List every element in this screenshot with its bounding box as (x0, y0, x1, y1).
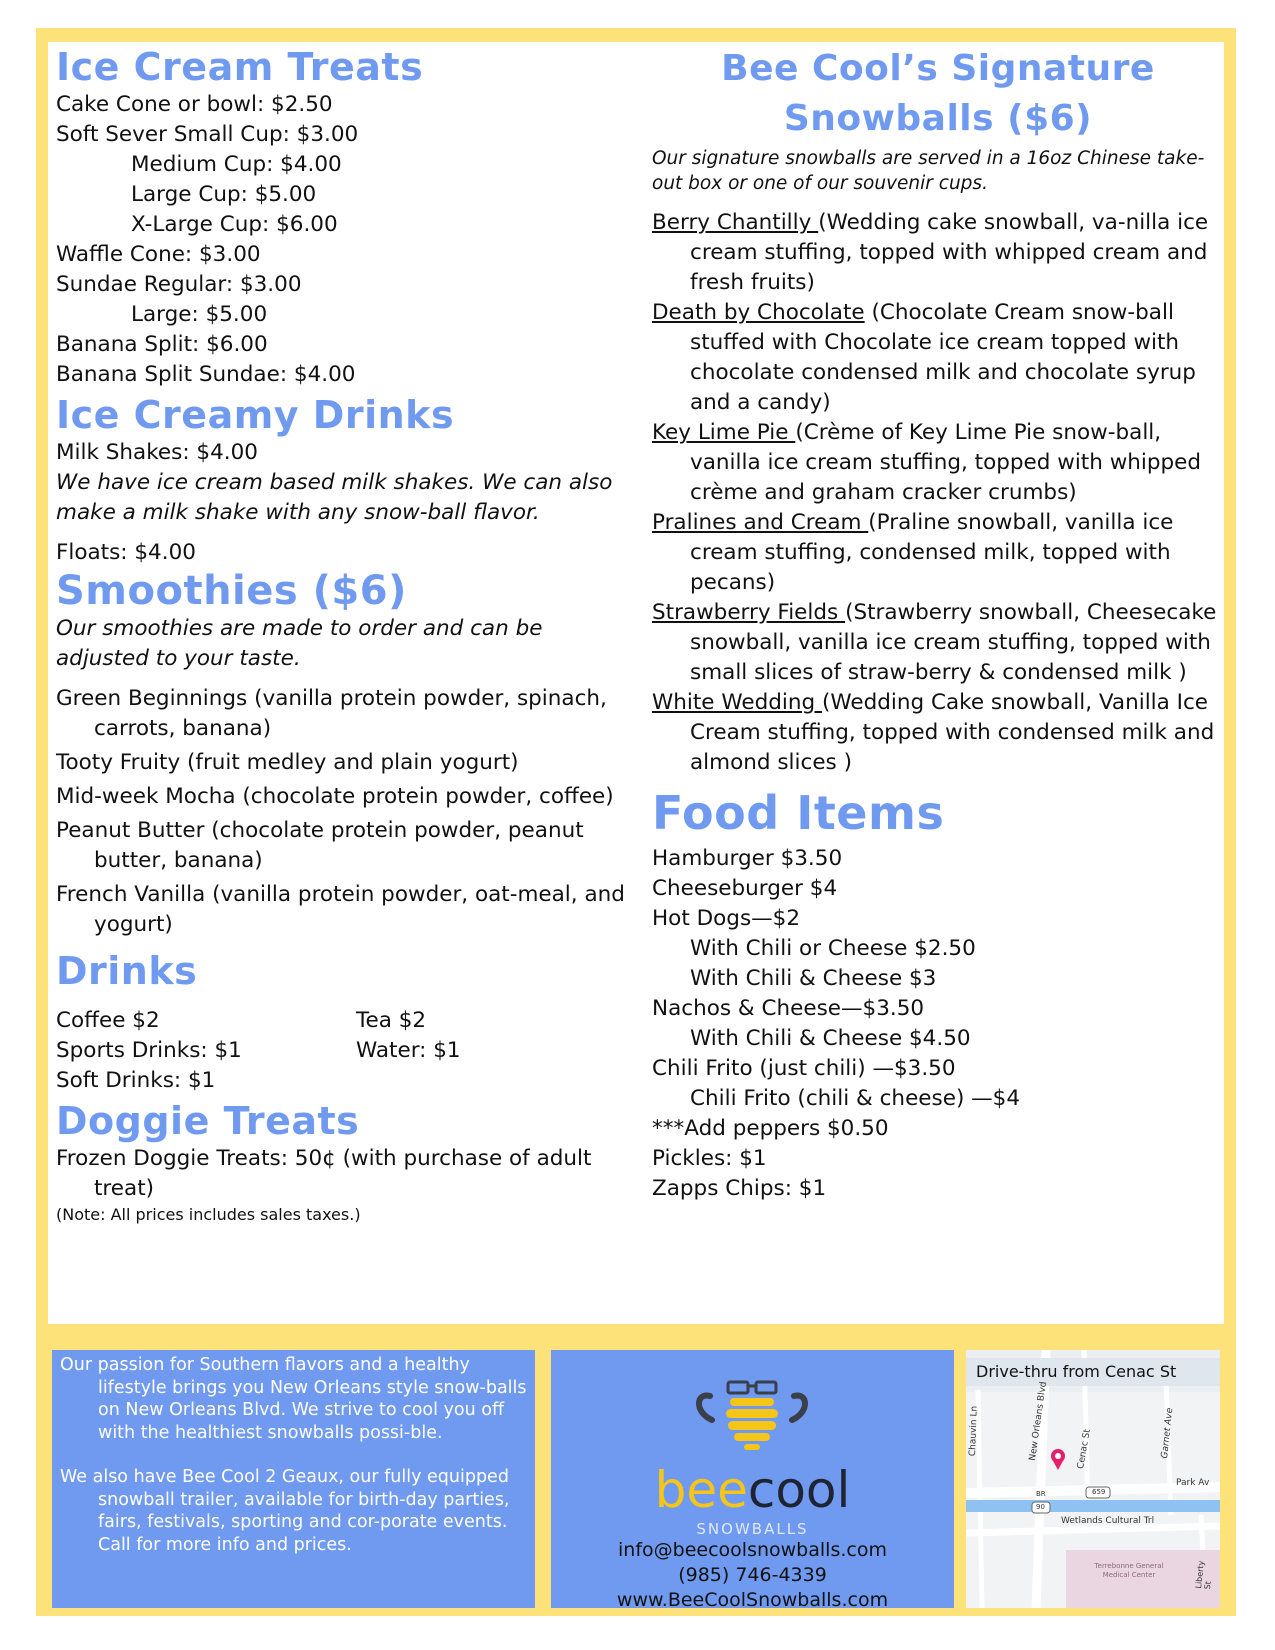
signature-item-desc: (Chocolate Cream snow-ball stuffed with Chocolate ice cream topped with chocolate condensed milk and chocolate syrup and a candy) (690, 300, 1196, 415)
map-route-label: 90 (1036, 1503, 1045, 1511)
signature-item-name: Key Lime Pie (652, 420, 796, 445)
map-street-label: Cenac St (1076, 1428, 1093, 1470)
menu-item: Banana Split: $6.00 (56, 332, 268, 357)
about-paragraph: We also have Bee Cool 2 Geaux, our fully equipped snowball trailer, available for birth-day parties, fairs, festivals, sporting and cor-porate events. Call for more info and prices. (60, 1467, 510, 1555)
left-column (56, 44, 626, 1226)
signature-item-desc: (Wedding cake snowball, va-nilla ice cream stuffing, topped with whipped cream and fresh fruits) (690, 210, 1209, 295)
signature-intro: Our signature snowballs are served in a 16oz Chinese take-out box or one of our souvenir cups. (652, 148, 1205, 194)
signature-list (652, 208, 1224, 778)
drinks-grid (56, 1006, 626, 1096)
signature-item (652, 688, 1230, 778)
map-route-label: 659 (1092, 1488, 1106, 1496)
signature-item (652, 298, 1230, 418)
menu-item: X-Large Cup: $6.00 (131, 212, 338, 237)
tax-note: (Note: All prices includes sales taxes.) (56, 1205, 361, 1224)
menu-item: With Chili & Cheese $4.50 (690, 1026, 971, 1051)
milkshake-note: We have ice cream based milk shakes. We can also make a milk shake with any snow-ball flavor. (56, 470, 613, 525)
signature-item-desc: (Praline snowball, vanilla ice cream stuffing, condensed milk, topped with pecans) (690, 510, 1174, 595)
section-title-signature-2: Snowballs ($6) (783, 98, 1093, 139)
signature-item (652, 418, 1230, 508)
menu-item: Large Cup: $5.00 (131, 182, 317, 207)
menu-item: Chili Frito (chili & cheese) —$4 (690, 1086, 1021, 1111)
section-title-food: Food Items (652, 786, 945, 840)
contact-phone[interactable]: (985) 746-4339 (678, 1564, 827, 1586)
menu-item: Green Beginnings (vanilla protein powder, spinach, carrots, banana) (56, 686, 607, 741)
section-title-doggie: Doggie Treats (56, 1099, 360, 1143)
menu-item: Sundae Regular: $3.00 (56, 272, 302, 297)
smoothies-intro: Our smoothies are made to order and can be adjusted to your taste. (56, 616, 543, 671)
menu-item: With Chili or Cheese $2.50 (690, 936, 976, 961)
section-title-signature: Bee Cool’s Signature (721, 48, 1155, 89)
section-title-ice-cream: Ice Cream Treats (56, 45, 424, 89)
signature-item-name: Berry Chantilly (652, 210, 819, 235)
map-route-label: BR (1036, 1490, 1046, 1498)
bee-logo-icon (692, 1372, 812, 1452)
menu-item: ***Add peppers $0.50 (652, 1116, 889, 1141)
about-panel (52, 1350, 535, 1608)
menu-item: Mid-week Mocha (chocolate protein powder, coffee) (56, 784, 614, 809)
map-place-label: Terrebonne General Medical Center (1094, 1562, 1164, 1579)
menu-item: Coffee $2 (56, 1008, 160, 1033)
map-street-label: Liberty St (1194, 1560, 1213, 1590)
map-street-label: Garnet Ave (1160, 1407, 1176, 1460)
menu-item: Chili Frito (just chili) —$3.50 (652, 1056, 956, 1081)
menu-item: Tooty Fruity (fruit medley and plain yogurt) (56, 750, 519, 775)
section-title-smoothies: Smoothies ($6) (56, 568, 407, 614)
section-title-drinks: Drinks (56, 949, 198, 993)
map-street-label: Chauvin Ln (968, 1405, 980, 1457)
menu-item: Hamburger $3.50 (652, 846, 843, 871)
menu-item: Frozen Doggie Treats: 50¢ (with purchase of adult treat) (56, 1146, 592, 1201)
menu-item: Medium Cup: $4.00 (131, 152, 342, 177)
map-caption: Drive-thru from Cenac St (966, 1358, 1220, 1386)
signature-item (652, 508, 1230, 598)
menu-item: Large: $5.00 (131, 302, 268, 327)
menu-item: Cake Cone or bowl: $2.50 (56, 92, 333, 117)
brand-panel (551, 1350, 954, 1611)
brand-cool: cool (747, 1461, 851, 1519)
menu-item: Peanut Butter (chocolate protein powder, peanut butter, banana) (56, 818, 584, 873)
map-street-label: Park Av (1176, 1478, 1210, 1488)
signature-item (652, 598, 1230, 688)
signature-item-name: Strawberry Fields (652, 600, 846, 625)
signature-item (652, 208, 1230, 298)
menu-item: Water: $1 (356, 1038, 461, 1063)
menu-item: Cheeseburger $4 (652, 876, 838, 901)
brand-subtitle: SNOWBALLS (696, 1520, 809, 1538)
menu-item: With Chili & Cheese $3 (690, 966, 937, 991)
brand-bee: bee (654, 1461, 748, 1519)
signature-item-desc: (Crème of Key Lime Pie snow-ball, vanilla ice cream stuffing, topped with whipped crème and graham cracker crumbs) (690, 420, 1202, 505)
menu-item: Waffle Cone: $3.00 (56, 242, 261, 267)
signature-item-name: White Wedding (652, 690, 822, 715)
signature-item-name: Pralines and Cream (652, 510, 869, 535)
menu-item: Zapps Chips: $1 (652, 1176, 827, 1201)
menu-item: Nachos & Cheese—$3.50 (652, 996, 925, 1021)
menu-item: Soft Sever Small Cup: $3.00 (56, 122, 359, 147)
map-street-label: New Orleans Blvd (1028, 1380, 1050, 1462)
menu-item: Pickles: $1 (652, 1146, 767, 1171)
about-paragraph: Our passion for Southern flavors and a healthy lifestyle brings you New Orleans style snow-balls on New Orleans Blvd. We strive to cool you off with the healthiest snowballs possi-ble. (60, 1355, 527, 1443)
menu-item: French Vanilla (vanilla protein powder, oat-meal, and yogurt) (56, 882, 625, 937)
contact-website[interactable]: www.BeeCoolSnowballs.com (616, 1589, 889, 1611)
menu-item: Hot Dogs—$2 (652, 906, 801, 931)
menu-item: Tea $2 (356, 1008, 427, 1033)
menu-item: Banana Split Sundae: $4.00 (56, 362, 356, 387)
menu-item: Soft Drinks: $1 (56, 1068, 216, 1093)
map-panel[interactable] (966, 1350, 1220, 1608)
map-street-label: Wetlands Cultural Trl (1061, 1516, 1155, 1526)
signature-item-desc: (Wedding Cake snowball, Vanilla Ice Cream stuffing, topped with condensed milk and almond slices ) (690, 690, 1215, 775)
contact-email[interactable]: info@beecoolsnowballs.com (618, 1539, 887, 1561)
signature-item-desc: (Strawberry snowball, Cheesecake snowball, vanilla ice cream stuffing, topped with small slices of straw-berry & condensed milk ) (690, 600, 1217, 685)
menu-item: Sports Drinks: $1 (56, 1038, 242, 1063)
section-title-creamy-drinks: Ice Creamy Drinks (56, 393, 455, 437)
signature-item-name: Death by Chocolate (652, 300, 865, 325)
right-column (652, 44, 1224, 1204)
brand-wordmark (551, 1462, 954, 1518)
menu-item: Milk Shakes: $4.00 (56, 440, 258, 465)
menu-item: Floats: $4.00 (56, 540, 196, 565)
